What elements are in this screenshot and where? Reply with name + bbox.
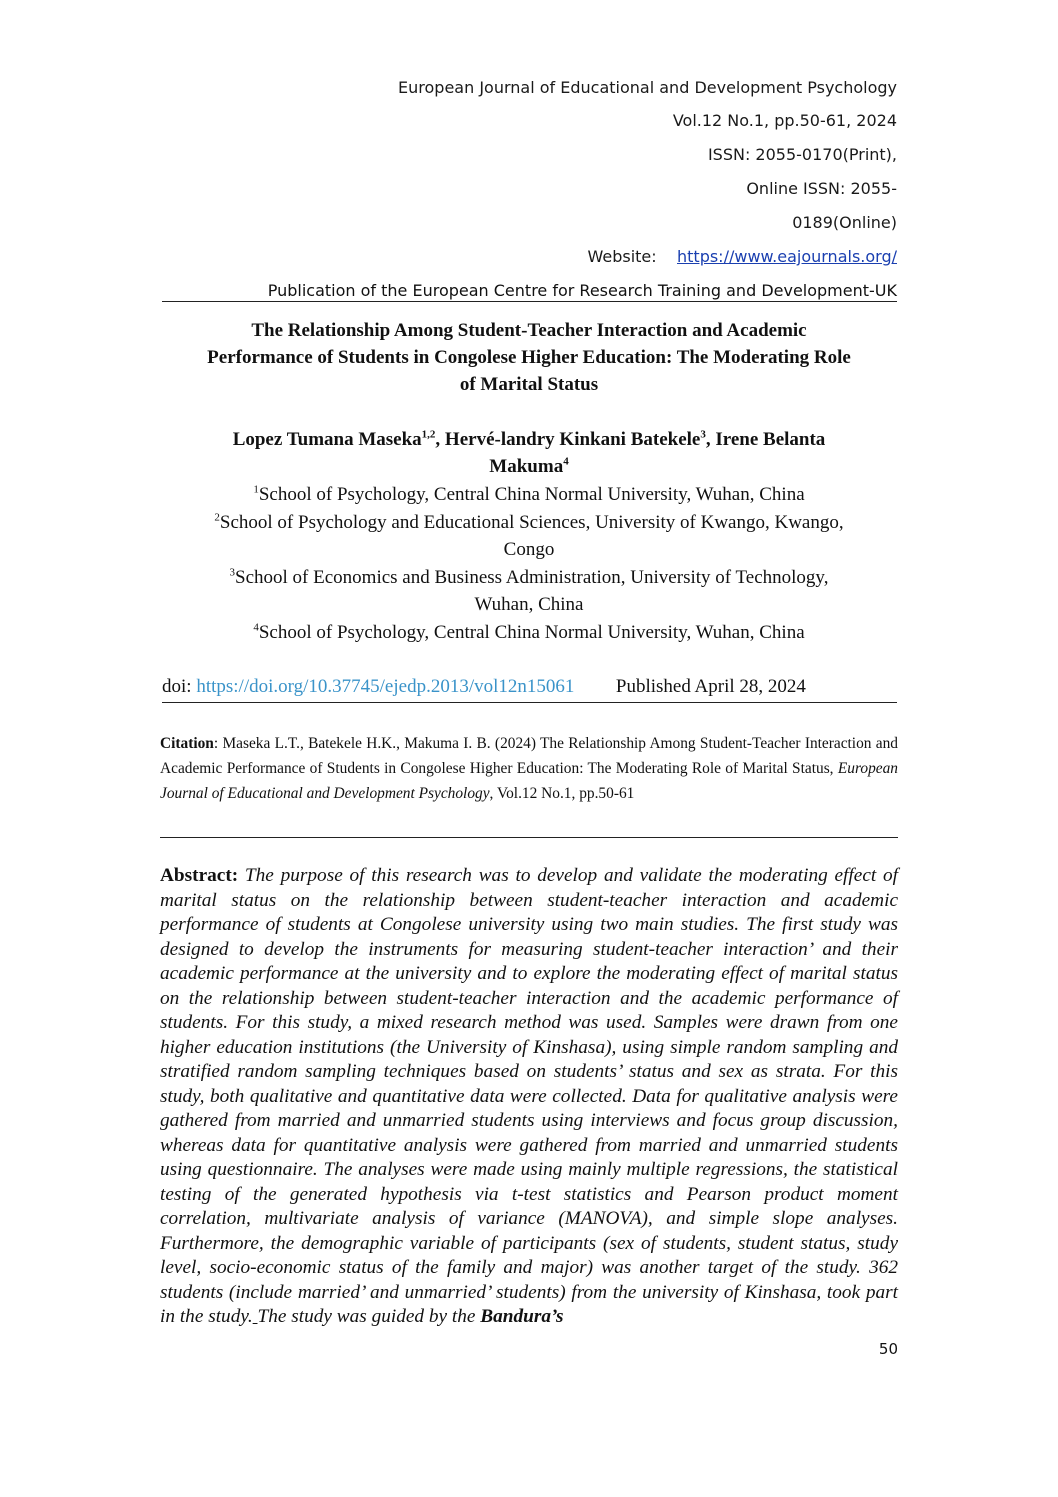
title-line: Performance of Students in Congolese Higher Education: The Moderating Role [207,347,851,368]
title-line: The Relationship Among Student-Teacher Interaction and Academic [251,320,807,341]
citation-journal: European Journal of Educational and Development Psychology [160,760,898,802]
affiliation [160,509,898,537]
affiliation-list [160,481,898,646]
website-link[interactable]: https://www.eajournals.org/ [677,247,897,266]
affiliation [160,564,898,592]
title-line: of Marital Status [459,374,599,395]
page-number: 50 [878,1340,898,1358]
author-list [160,426,898,480]
paper-title [160,317,898,398]
author-affiliation-mark: 1,2 [421,428,436,441]
author-affiliation-mark: 4 [563,455,569,468]
author-name: Makuma [489,456,564,477]
affiliation-mark: 2 [214,511,220,524]
affiliation-text: School of Psychology, Central China Normal University, Wuhan, China [258,621,805,643]
doi-line [162,676,897,703]
issn-online-line2: 0189(Online) [792,213,897,232]
website-line [587,247,897,266]
abstract-tail: The study was guided by the [257,1306,481,1327]
website-label: Website: [587,247,657,266]
affiliation-mark: 1 [253,483,259,496]
affiliation [160,481,898,509]
publisher-line: Publication of the European Centre for Research Training and Development-UK [162,281,897,302]
doi-link[interactable]: https://doi.org/10.37745/ejedp.2013/vol12n15061 [196,676,575,697]
citation-text: , Vol.12 No.1, pp.50-61 [489,785,635,802]
abstract-body: The purpose of this research was to develop and validate the moderating effect of marital status on the relationship between student-teacher interaction and academic performance of students at Congolese university using two main studies. The first study was designed to develop the instruments for measuring student-teacher interaction’ and their academic performance at the university and to explore the moderating effect of marital status on the relationship between student-teacher interaction and the academic performance of students. For this study, a mixed research method was used. Samples were drawn from one higher education institutions (the University of Kinshasa), using simple random sampling and stratified random sampling techniques based on students’ status and sex as strata. For this study, both qualitative and quantitative data were collected. Data for qualitative analysis were gathered from married and unmarried students using interviews and focus group discussion, whereas data for quantitative analysis were gathered from married and unmarried students using questionnaire. The analyses were made using mainly multiple regressions, the statistical testing of the generated hypothesis via t-test statistics and Pearson product moment correlation, multivariate analysis of variance (MANOVA), and simple slope analyses. Furthermore, the demographic variable of participants (sex of students, student status, study level, socio-economic status of the family and major) was another target of the study. 362 students (include married’ and unmarried’ students) from the university of Kinshasa, took part in the study. [160,865,898,1327]
affiliation-text: School of Psychology, Central China Normal University, Wuhan, China [258,484,805,505]
affiliation-mark: 4 [253,621,259,634]
abstract-label: Abstract: [160,865,239,886]
abstract [160,864,898,1330]
abstract-bold-tail: Bandura’s [480,1306,564,1327]
citation-block [160,731,898,806]
citation-text: : Maseka L.T., Batekele H.K., Makuma I. B. (2024) The Relationship Among Student-Teacher Interaction and Academic Performance of Students in Congolese Higher Education: The Moderating Role of Marital Status, [160,735,898,777]
affiliation-text: Wuhan, China [474,594,584,615]
doi-label: doi: [162,676,192,697]
affiliation-text: Congo [503,539,555,560]
author-name: Lopez Tumana Maseka [232,429,422,450]
affiliation [160,619,898,647]
published-date: Published April 28, 2024 [615,676,806,697]
affiliation-text: School of Psychology and Educational Sciences, University of Kwango, Kwango, [219,511,844,533]
author-name: , Irene Belanta [705,429,826,450]
issn-print: ISSN: 2055-0170(Print), [707,145,897,164]
author-affiliation-mark: 3 [700,428,706,441]
volume-info: Vol.12 No.1, pp.50-61, 2024 [672,111,897,130]
citation-divider [160,837,898,838]
issn-online-line1: Online ISSN: 2055- [746,179,897,198]
journal-name: European Journal of Educational and Development Psychology [398,78,897,97]
author-name: , Hervé-landry Kinkani Batekele [435,429,701,450]
affiliation-mark: 3 [229,566,236,579]
affiliation-text: School of Economics and Business Administration, University of Technology, [235,566,829,588]
citation-label: Citation [160,735,214,752]
